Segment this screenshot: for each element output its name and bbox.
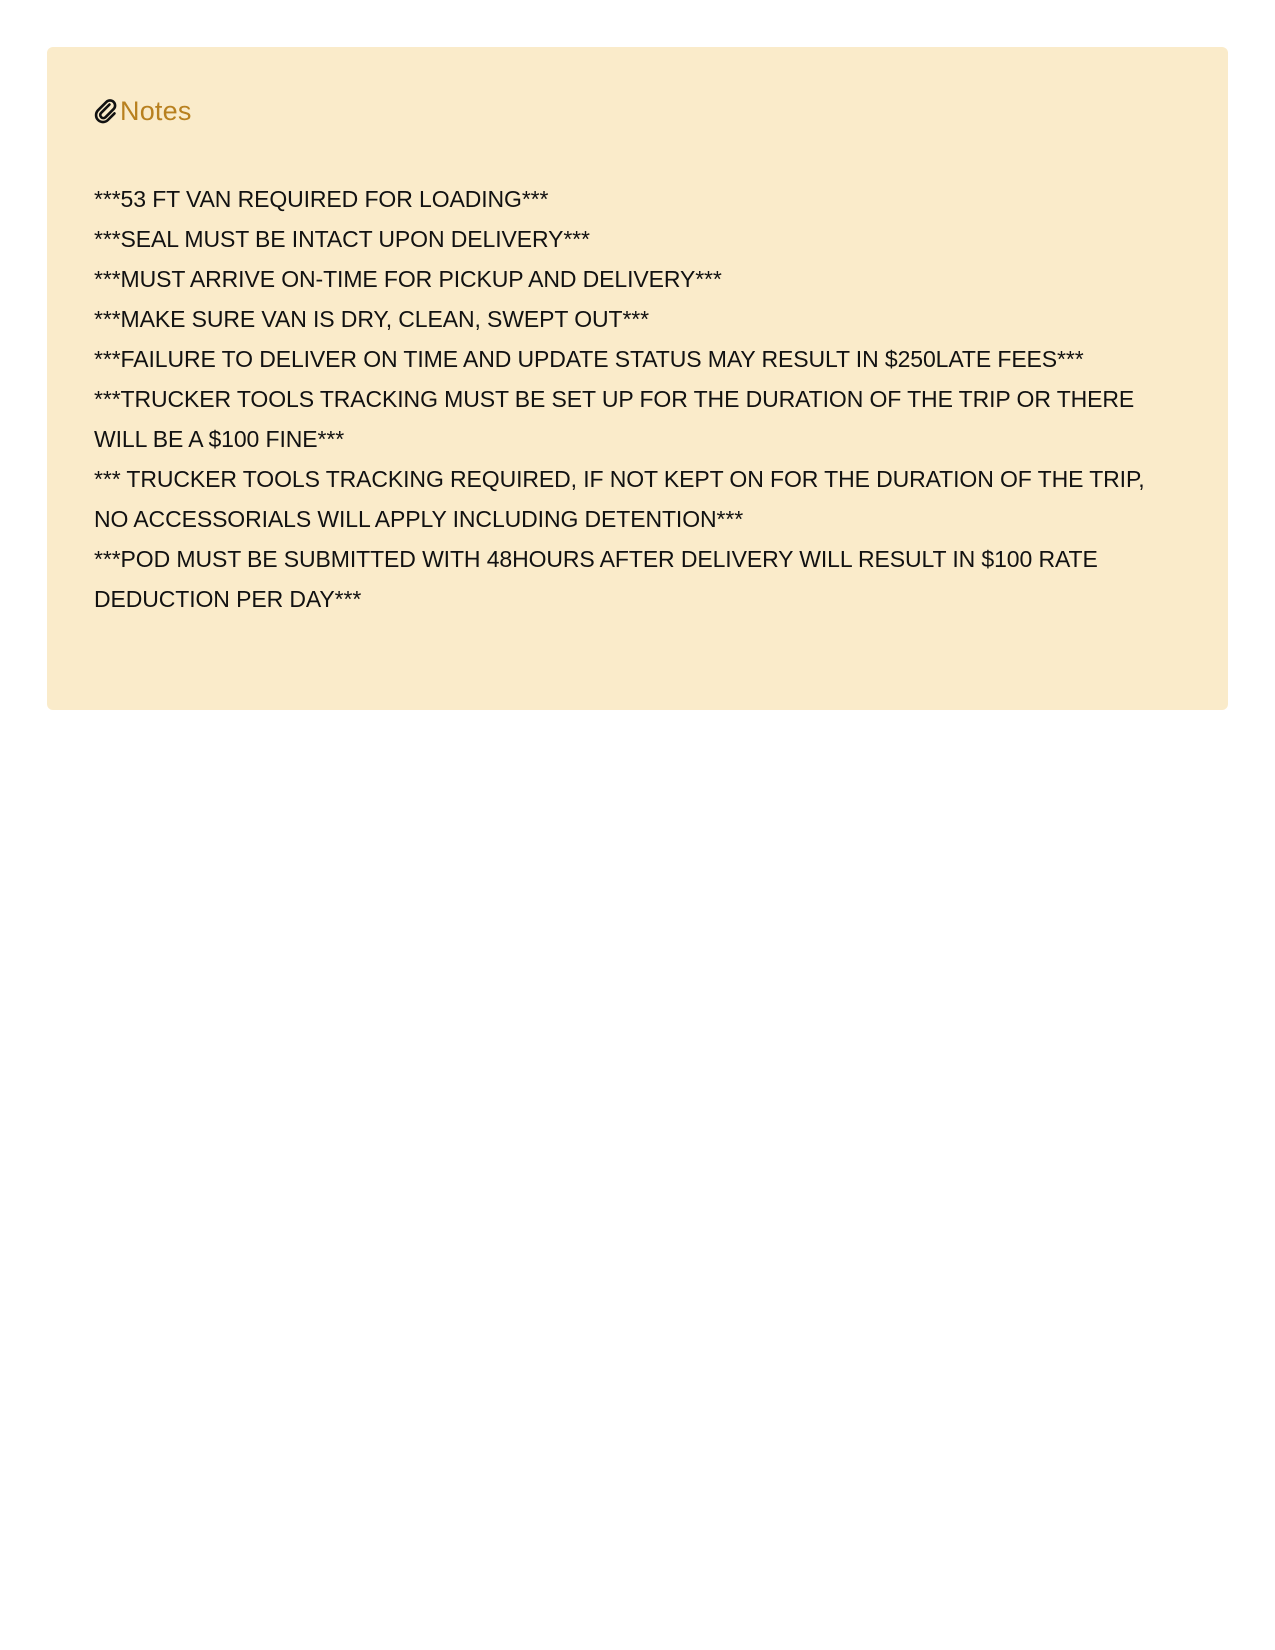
note-line: ***MUST ARRIVE ON-TIME FOR PICKUP AND DELIVERY*** bbox=[94, 266, 722, 292]
note-line: *** TRUCKER TOOLS TRACKING REQUIRED, IF NOT KEPT ON FOR THE DURATION OF THE TRIP, NO ACCESSORIALS WILL APPLY INCLUDING DETENTION*** bbox=[94, 466, 1145, 532]
notes-card bbox=[47, 47, 1228, 710]
note-line: ***MAKE SURE VAN IS DRY, CLEAN, SWEPT OUT*** bbox=[94, 306, 650, 332]
notes-title: Notes bbox=[120, 95, 192, 126]
note-line: ***SEAL MUST BE INTACT UPON DELIVERY*** bbox=[94, 226, 590, 252]
paperclip-icon bbox=[94, 98, 118, 124]
notes-body bbox=[94, 179, 1181, 619]
note-line: ***TRUCKER TOOLS TRACKING MUST BE SET UP FOR THE DURATION OF THE TRIP OR THERE WILL BE A $100 FINE*** bbox=[94, 386, 1135, 452]
note-line: ***53 FT VAN REQUIRED FOR LOADING*** bbox=[94, 186, 549, 212]
notes-header bbox=[94, 91, 1181, 131]
note-line: ***FAILURE TO DELIVER ON TIME AND UPDATE STATUS MAY RESULT IN $250LATE FEES*** bbox=[94, 346, 1084, 372]
note-line: ***POD MUST BE SUBMITTED WITH 48HOURS AFTER DELIVERY WILL RESULT IN $100 RATE DEDUCTION PER DAY*** bbox=[94, 546, 1098, 612]
